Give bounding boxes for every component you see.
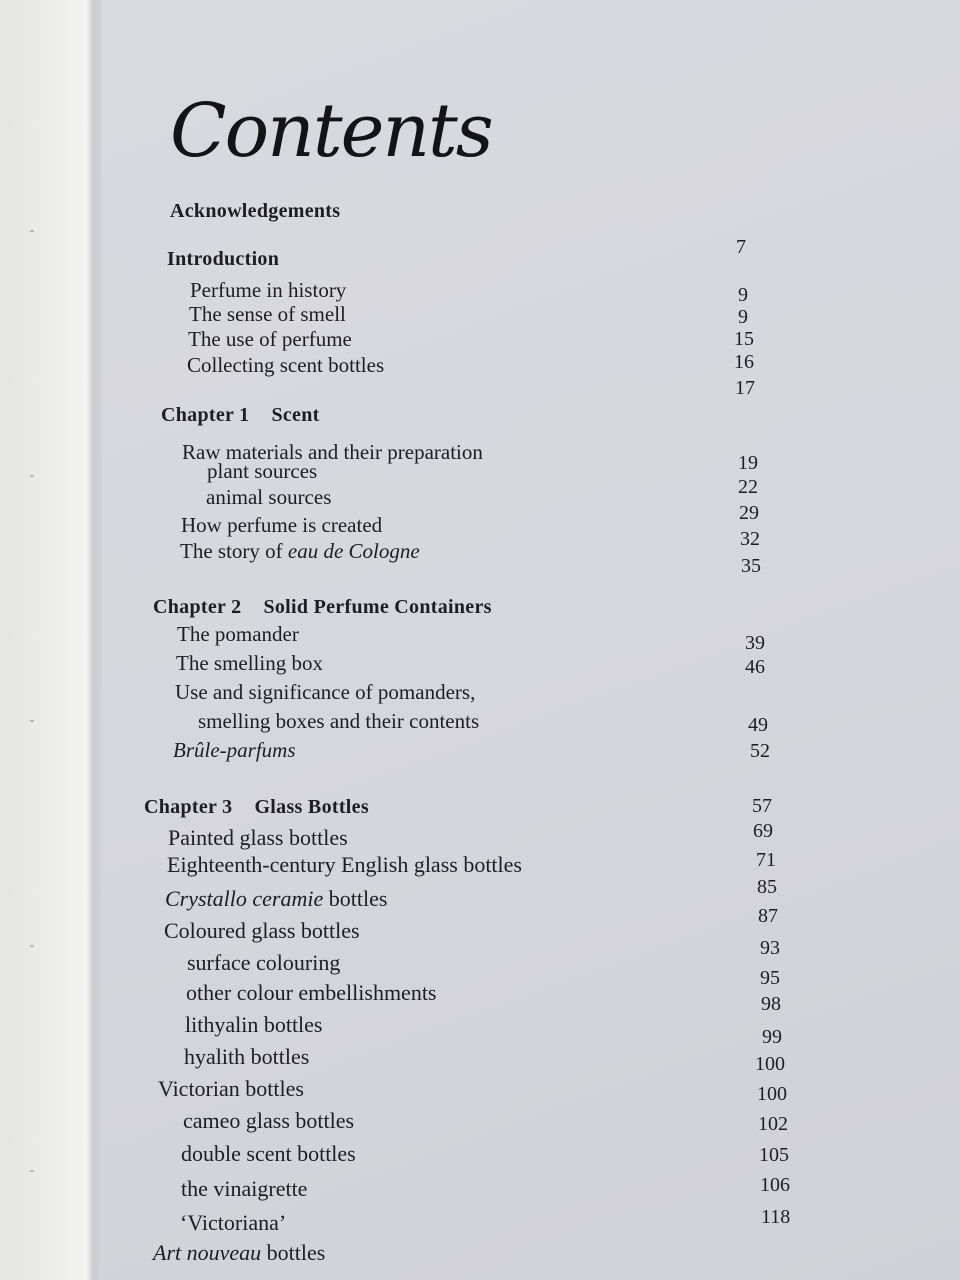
page-number: 102: [758, 1113, 788, 1135]
page-number: 17: [735, 377, 755, 399]
chapter-title: Scent: [271, 404, 320, 426]
page-number: 32: [740, 528, 760, 550]
chapter-number: Chapter 3: [144, 796, 233, 818]
toc-subentry: hyalith bottles: [184, 1044, 310, 1069]
toc-entry: Eighteenth-century English glass bottles: [167, 852, 522, 877]
page-number: 7: [736, 236, 746, 258]
page-number: 49: [748, 714, 768, 736]
page-number: 95: [760, 967, 780, 989]
toc-entry: Brûle-parfums: [173, 738, 296, 762]
page-number: 87: [758, 905, 778, 927]
toc-entry: Painted glass bottles: [168, 825, 348, 850]
page-number: 57: [752, 795, 772, 817]
page-number: 35: [741, 555, 761, 577]
page-number: 85: [757, 876, 777, 898]
page-number: 39: [745, 632, 765, 654]
toc-entry: How perfume is created: [181, 513, 383, 537]
chapter-number: Chapter 2: [153, 596, 242, 618]
toc-subentry: cameo glass bottles: [183, 1108, 355, 1133]
page-number: 100: [755, 1053, 785, 1075]
toc-entry: The use of perfume: [188, 327, 352, 351]
page-number: 46: [745, 656, 765, 678]
page-number: 15: [734, 328, 754, 350]
toc-entry: Art nouveau bottles: [153, 1240, 326, 1265]
page-number: 118: [761, 1206, 791, 1228]
toc-entry: Raw materials and their preparation: [182, 440, 483, 464]
page-number: 98: [761, 993, 781, 1015]
page-number: 29: [739, 502, 759, 524]
page-number: 69: [753, 820, 773, 842]
toc-entry: The story of eau de Cologne: [180, 539, 420, 563]
toc-subentry: animal sources: [206, 485, 332, 509]
toc-entry: Collecting scent bottles: [187, 353, 385, 377]
page-number: 52: [750, 740, 770, 762]
toc-entry: The pomander: [177, 622, 299, 646]
toc-heading-acknowledgements: Acknowledgements: [170, 200, 341, 222]
chapter-title: Solid Perfume Containers: [263, 596, 492, 618]
toc-subentry: surface colouring: [187, 950, 341, 975]
toc-chapter-2: [153, 596, 492, 619]
toc-entry: Perfume in history: [190, 278, 347, 302]
toc-entry: Victorian bottles: [158, 1076, 304, 1101]
chapter-title: Glass Bottles: [254, 796, 369, 818]
toc-entry: The sense of smell: [189, 302, 346, 326]
toc-entry-continued: smelling boxes and their contents: [198, 709, 480, 733]
page-title: Contents: [170, 88, 492, 174]
toc-entry: Crystallo ceramie bottles: [165, 886, 388, 911]
toc-heading-introduction: Introduction: [167, 248, 280, 270]
toc-chapter-1: [161, 404, 320, 427]
toc-subentry: ‘Victoriana’: [180, 1210, 287, 1235]
toc-chapter-3: [144, 796, 369, 819]
page-number: 22: [738, 476, 758, 498]
page-number: 9: [738, 284, 748, 306]
toc-subentry: the vinaigrette: [181, 1176, 308, 1201]
page-number: 99: [762, 1026, 782, 1048]
page-number: 100: [757, 1083, 787, 1105]
page-number: 71: [756, 849, 776, 871]
toc-entry: The smelling box: [176, 651, 323, 675]
page-number: 9: [738, 306, 748, 328]
chapter-number: Chapter 1: [161, 404, 250, 426]
toc-subentry: double scent bottles: [181, 1141, 356, 1166]
page-number: 106: [760, 1174, 790, 1196]
page-number: 93: [760, 937, 780, 959]
page-number: 105: [759, 1144, 789, 1166]
toc-subentry: lithyalin bottles: [185, 1012, 323, 1037]
toc-subentry: plant sources: [207, 459, 318, 483]
toc-entry: Use and significance of pomanders,: [175, 680, 476, 704]
toc-subentry: other colour embellishments: [186, 980, 437, 1005]
page-number: 16: [734, 351, 754, 373]
toc-entry: Coloured glass bottles: [164, 918, 360, 943]
page-number: 19: [738, 452, 758, 474]
